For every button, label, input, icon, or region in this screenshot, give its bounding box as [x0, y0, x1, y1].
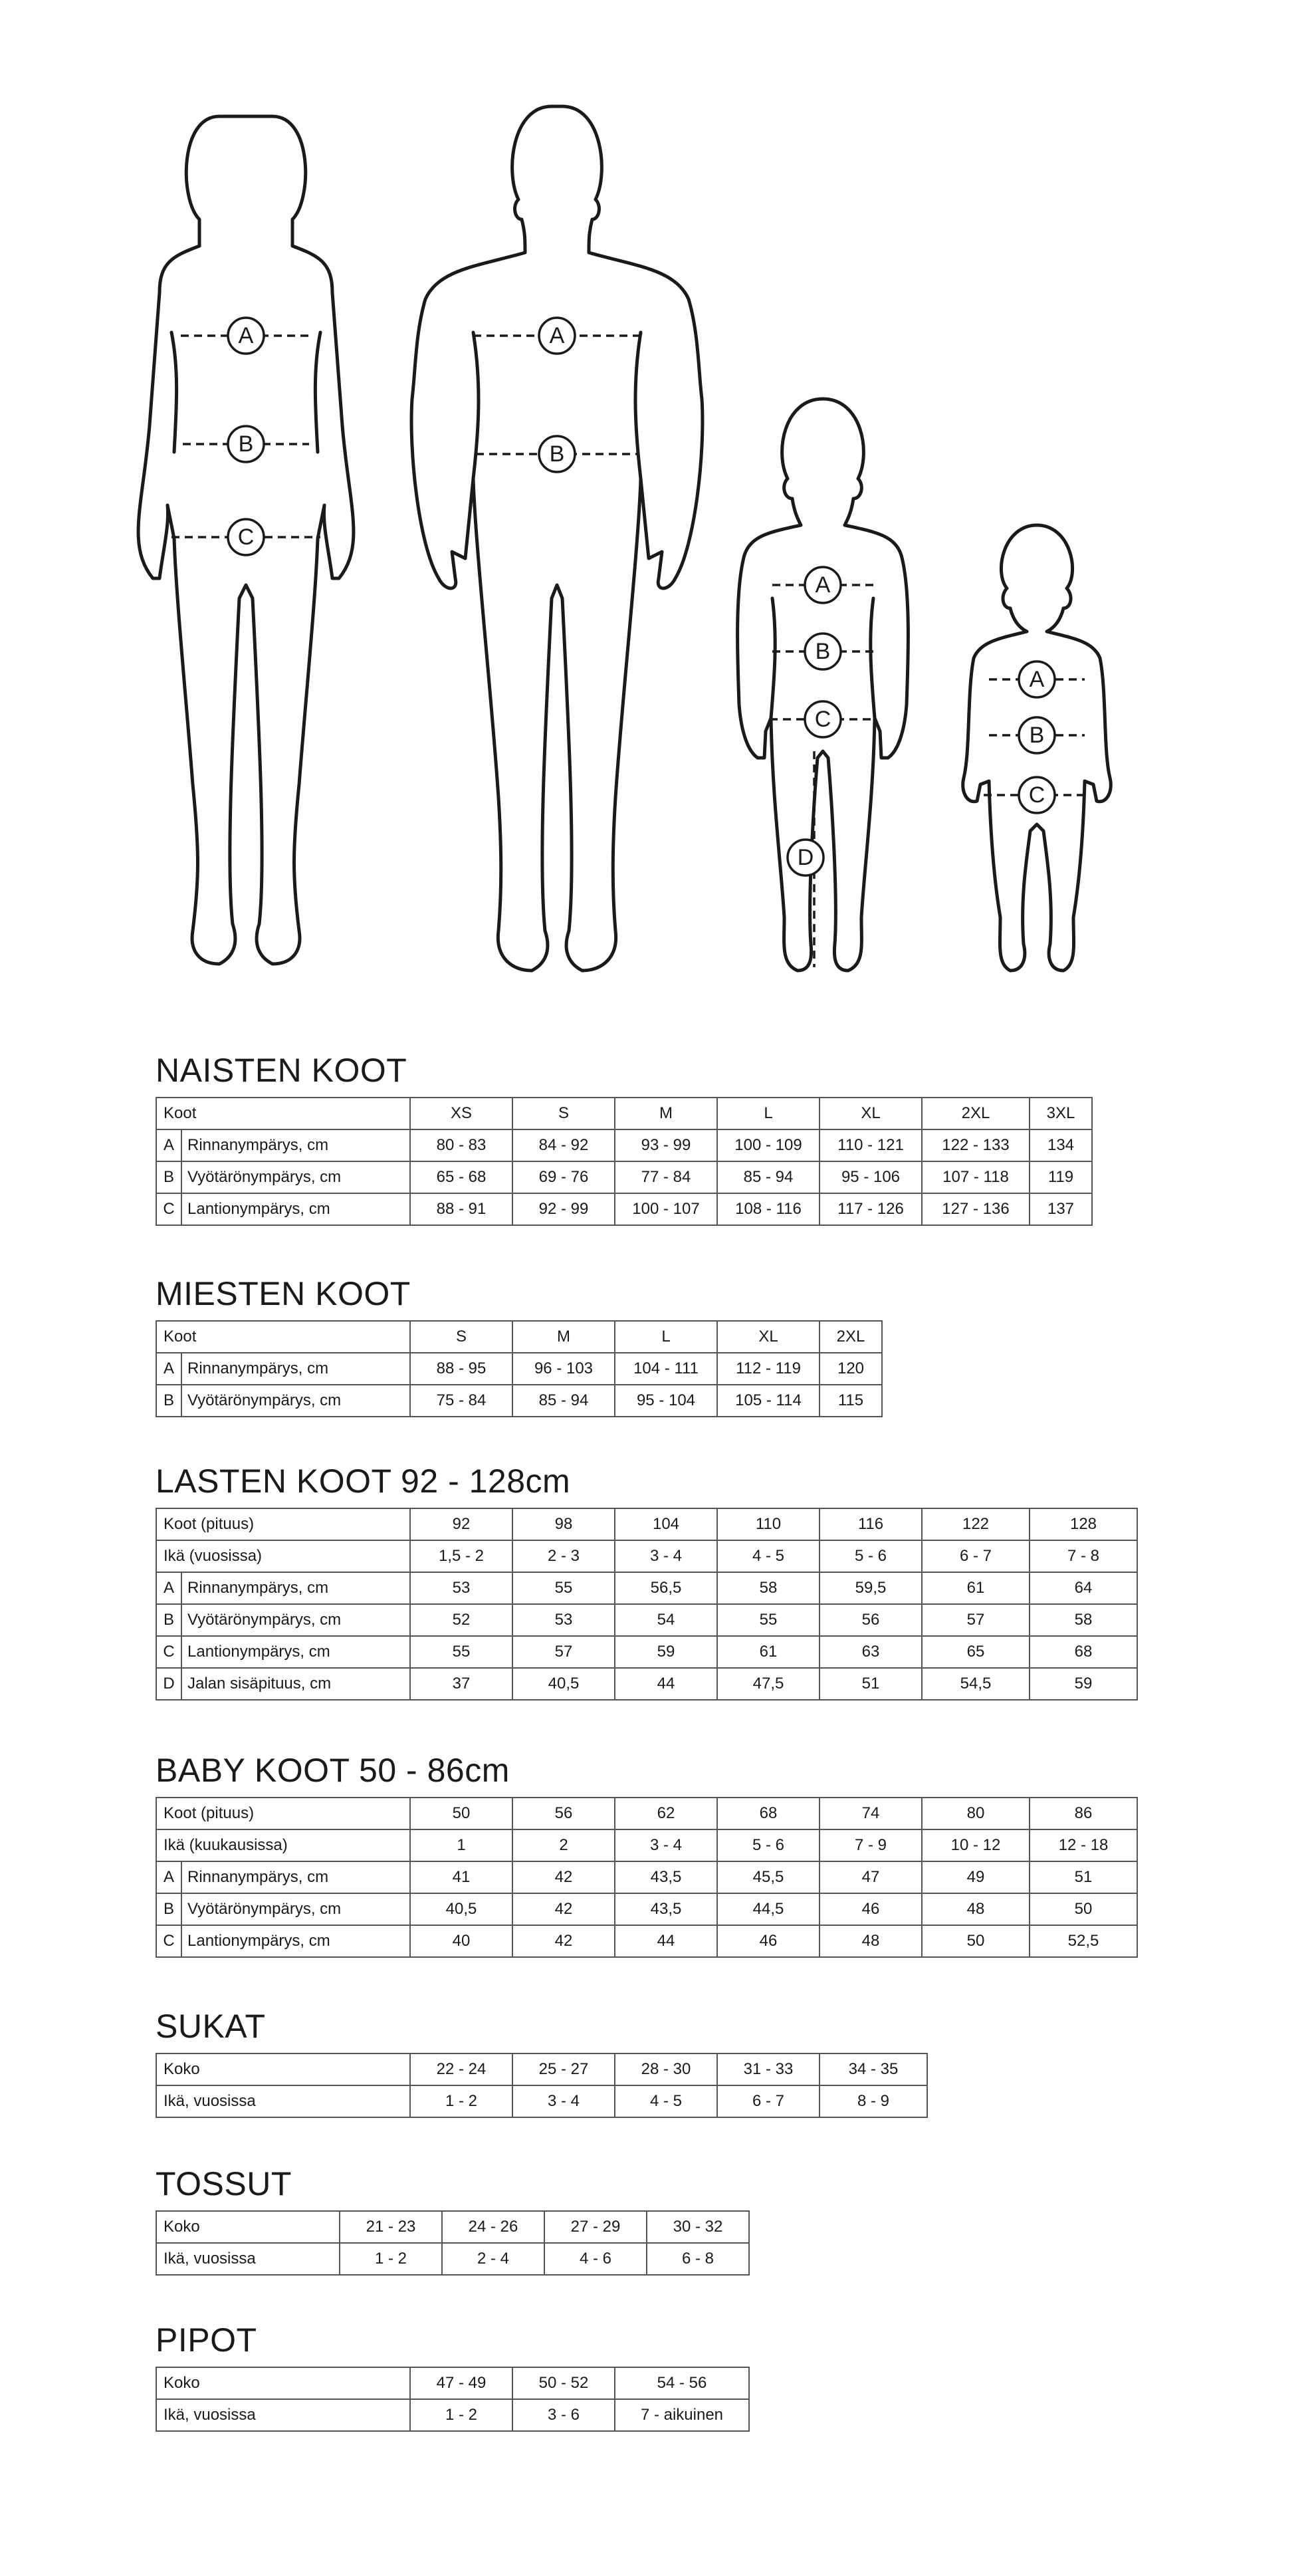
men-sizes-section: [156, 1274, 883, 1417]
value-cell: 40,5: [512, 1668, 615, 1700]
table-row: [156, 1925, 1137, 1957]
socks-section: [156, 2006, 928, 2118]
size-cell: 116: [820, 1508, 922, 1540]
measure-name: Rinnanympärys, cm: [181, 1861, 410, 1893]
age-cell: 7 - 8: [1030, 1540, 1137, 1572]
measure-name: Rinnanympärys, cm: [181, 1353, 410, 1385]
value-cell: 55: [512, 1572, 615, 1604]
value-cell: 88 - 91: [410, 1193, 512, 1225]
value-cell: 112 - 119: [717, 1353, 820, 1385]
baby-size-table: [156, 1797, 1138, 1958]
value-cell: 58: [1030, 1604, 1137, 1636]
value-cell: 48: [922, 1893, 1030, 1925]
table-row: [156, 1636, 1137, 1668]
measure-letter: D: [156, 1668, 181, 1700]
value-cell: 122 - 133: [922, 1129, 1030, 1161]
value-cell: 42: [512, 1925, 615, 1957]
size-cell: XS: [410, 1098, 512, 1129]
size-row: [156, 2211, 749, 2243]
section-title: SUKAT: [156, 2008, 266, 2045]
value-cell: 117 - 126: [820, 1193, 922, 1225]
age-cell: 4 - 5: [615, 2085, 717, 2117]
value-cell: 55: [717, 1604, 820, 1636]
age-cell: 7 - 9: [820, 1829, 922, 1861]
marker-c: [1019, 777, 1055, 813]
measure-letter: C: [156, 1193, 181, 1225]
value-cell: 85 - 94: [512, 1385, 615, 1417]
baby-sizes-section: [156, 1750, 1138, 1958]
marker-a: [805, 567, 841, 603]
value-cell: 46: [820, 1893, 922, 1925]
measure-letter: A: [156, 1572, 181, 1604]
size-cell: 34 - 35: [820, 2053, 927, 2085]
size-cell: 68: [717, 1798, 820, 1829]
size-label: Koko: [156, 2211, 340, 2243]
value-cell: 119: [1030, 1161, 1092, 1193]
value-cell: 43,5: [615, 1861, 717, 1893]
hats-section: [156, 2320, 750, 2432]
size-cell: 24 - 26: [442, 2211, 544, 2243]
label: A: [815, 572, 831, 598]
slippers-section: [156, 2164, 750, 2276]
value-cell: 40,5: [410, 1893, 512, 1925]
size-cell: L: [717, 1098, 820, 1129]
value-cell: 96 - 103: [512, 1353, 615, 1385]
size-cell: 62: [615, 1798, 717, 1829]
marker-b: [539, 436, 575, 472]
age-cell: 2 - 4: [442, 2243, 544, 2275]
value-cell: 80 - 83: [410, 1129, 512, 1161]
value-cell: 63: [820, 1636, 922, 1668]
value-cell: 57: [922, 1604, 1030, 1636]
label: A: [1029, 667, 1045, 692]
age-row: [156, 1829, 1137, 1861]
measure-letter: B: [156, 1385, 181, 1417]
measure-name: Lantionympärys, cm: [181, 1925, 410, 1957]
size-cell: S: [512, 1098, 615, 1129]
value-cell: 107 - 118: [922, 1161, 1030, 1193]
value-cell: 43,5: [615, 1893, 717, 1925]
table-row: [156, 1893, 1137, 1925]
table-row: [156, 1385, 882, 1417]
measure-letter: A: [156, 1129, 181, 1161]
value-cell: 55: [410, 1636, 512, 1668]
header-label: Koot (pituus): [156, 1508, 410, 1540]
size-cell: XL: [717, 1321, 820, 1353]
table-row: [156, 1604, 1137, 1636]
woman-figure: [138, 116, 354, 964]
value-cell: 134: [1030, 1129, 1092, 1161]
value-cell: 115: [820, 1385, 882, 1417]
size-row: [156, 2053, 927, 2085]
size-cell: 2XL: [922, 1098, 1030, 1129]
size-cell: 104: [615, 1508, 717, 1540]
label: C: [814, 707, 831, 732]
table-row: [156, 1861, 1137, 1893]
kids-sizes-section: [156, 1461, 1138, 1700]
value-cell: 61: [717, 1636, 820, 1668]
size-cell: 54 - 56: [615, 2367, 749, 2399]
value-cell: 54,5: [922, 1668, 1030, 1700]
value-cell: 95 - 106: [820, 1161, 922, 1193]
value-cell: 105 - 114: [717, 1385, 820, 1417]
value-cell: 108 - 116: [717, 1193, 820, 1225]
size-cell: S: [410, 1321, 512, 1353]
header-row: [156, 1098, 1092, 1129]
value-cell: 84 - 92: [512, 1129, 615, 1161]
value-cell: 48: [820, 1925, 922, 1957]
value-cell: 93 - 99: [615, 1129, 717, 1161]
measure-name: Lantionympärys, cm: [181, 1193, 410, 1225]
label: C: [237, 525, 255, 550]
section-title: MIESTEN KOOT: [156, 1275, 411, 1312]
man-figure: [411, 106, 703, 971]
size-cell: M: [512, 1321, 615, 1353]
value-cell: 68: [1030, 1636, 1137, 1668]
age-cell: 6 - 7: [922, 1540, 1030, 1572]
hats-table: [156, 2367, 750, 2432]
socks-table: [156, 2053, 928, 2118]
label: C: [1028, 782, 1045, 808]
header-label: Koot: [156, 1098, 410, 1129]
marker-b: [228, 426, 264, 462]
size-cell: 28 - 30: [615, 2053, 717, 2085]
header-label: Koot: [156, 1321, 410, 1353]
women-sizes-section: [156, 1050, 1093, 1226]
marker-b: [805, 634, 841, 669]
age-cell: 5 - 6: [820, 1540, 922, 1572]
value-cell: 44,5: [717, 1893, 820, 1925]
size-cell: 80: [922, 1798, 1030, 1829]
value-cell: 110 - 121: [820, 1129, 922, 1161]
age-cell: 3 - 4: [615, 1829, 717, 1861]
age-cell: 6 - 7: [717, 2085, 820, 2117]
age-cell: 2 - 3: [512, 1540, 615, 1572]
age-cell: 8 - 9: [820, 2085, 927, 2117]
size-cell: 92: [410, 1508, 512, 1540]
measure-letter: C: [156, 1636, 181, 1668]
age-cell: 2: [512, 1829, 615, 1861]
label: B: [1029, 723, 1045, 748]
age-cell: 4 - 5: [717, 1540, 820, 1572]
marker-a: [1019, 661, 1055, 697]
women-size-table: [156, 1097, 1093, 1226]
table-row: [156, 1572, 1137, 1604]
section-title: LASTEN KOOT 92 - 128cm: [156, 1463, 571, 1500]
age-cell: 6 - 8: [647, 2243, 749, 2275]
kids-size-table: [156, 1508, 1138, 1700]
measure-name: Jalan sisäpituus, cm: [181, 1668, 410, 1700]
section-title: BABY KOOT 50 - 86cm: [156, 1752, 510, 1789]
age-cell: 5 - 6: [717, 1829, 820, 1861]
marker-b: [1019, 717, 1055, 753]
age-cell: 7 - aikuinen: [615, 2399, 749, 2431]
table-row: [156, 1353, 882, 1385]
measure-name: Vyötärönympärys, cm: [181, 1604, 410, 1636]
size-cell: 128: [1030, 1508, 1137, 1540]
measure-letter: B: [156, 1161, 181, 1193]
marker-a: [228, 318, 264, 354]
value-cell: 100 - 109: [717, 1129, 820, 1161]
label: B: [549, 441, 565, 467]
value-cell: 65: [922, 1636, 1030, 1668]
value-cell: 57: [512, 1636, 615, 1668]
value-cell: 42: [512, 1861, 615, 1893]
size-cell: 74: [820, 1798, 922, 1829]
value-cell: 45,5: [717, 1861, 820, 1893]
measure-letter: B: [156, 1604, 181, 1636]
value-cell: 120: [820, 1353, 882, 1385]
age-cell: 1 - 2: [410, 2085, 512, 2117]
age-cell: 12 - 18: [1030, 1829, 1137, 1861]
section-title: PIPOT: [156, 2321, 257, 2359]
age-cell: 1 - 2: [410, 2399, 512, 2431]
label: B: [238, 431, 254, 457]
age-row: [156, 1540, 1137, 1572]
value-cell: 56: [820, 1604, 922, 1636]
value-cell: 51: [1030, 1861, 1137, 1893]
age-cell: 3 - 4: [615, 1540, 717, 1572]
value-cell: 40: [410, 1925, 512, 1957]
value-cell: 85 - 94: [717, 1161, 820, 1193]
label: B: [815, 639, 831, 664]
age-label: Ikä, vuosissa: [156, 2085, 410, 2117]
label: A: [549, 323, 565, 348]
value-cell: 59: [615, 1636, 717, 1668]
size-cell: 86: [1030, 1798, 1137, 1829]
header-row: [156, 1508, 1137, 1540]
label: D: [797, 845, 814, 870]
men-size-table: [156, 1320, 883, 1417]
value-cell: 50: [1030, 1893, 1137, 1925]
value-cell: 50: [922, 1925, 1030, 1957]
measure-name: Vyötärönympärys, cm: [181, 1385, 410, 1417]
body-measurement-illustration: [0, 0, 1312, 997]
size-cell: 56: [512, 1798, 615, 1829]
age-cell: 3 - 6: [512, 2399, 615, 2431]
marker-d: [788, 840, 823, 876]
age-cell: 1,5 - 2: [410, 1540, 512, 1572]
value-cell: 100 - 107: [615, 1193, 717, 1225]
value-cell: 137: [1030, 1193, 1092, 1225]
size-cell: 110: [717, 1508, 820, 1540]
size-cell: 98: [512, 1508, 615, 1540]
size-row: [156, 2367, 749, 2399]
marker-c: [228, 519, 264, 555]
age-row: [156, 2243, 749, 2275]
age-label: Ikä, vuosissa: [156, 2399, 410, 2431]
size-label: Koko: [156, 2367, 410, 2399]
value-cell: 53: [512, 1604, 615, 1636]
value-cell: 59: [1030, 1668, 1137, 1700]
header-row: [156, 1798, 1137, 1829]
size-cell: M: [615, 1098, 717, 1129]
size-label: Koko: [156, 2053, 410, 2085]
table-row: [156, 1193, 1092, 1225]
marker-a: [539, 318, 575, 354]
value-cell: 65 - 68: [410, 1161, 512, 1193]
section-title: TOSSUT: [156, 2165, 292, 2202]
size-cell: 30 - 32: [647, 2211, 749, 2243]
value-cell: 47,5: [717, 1668, 820, 1700]
value-cell: 95 - 104: [615, 1385, 717, 1417]
value-cell: 52: [410, 1604, 512, 1636]
value-cell: 127 - 136: [922, 1193, 1030, 1225]
slippers-table: [156, 2210, 750, 2276]
value-cell: 59,5: [820, 1572, 922, 1604]
size-cell: 21 - 23: [340, 2211, 442, 2243]
measure-name: Lantionympärys, cm: [181, 1636, 410, 1668]
measure-name: Vyötärönympärys, cm: [181, 1161, 410, 1193]
measure-letter: C: [156, 1925, 181, 1957]
age-cell: 3 - 4: [512, 2085, 615, 2117]
size-cell: 25 - 27: [512, 2053, 615, 2085]
age-row: [156, 2085, 927, 2117]
value-cell: 56,5: [615, 1572, 717, 1604]
measure-letter: B: [156, 1893, 181, 1925]
value-cell: 64: [1030, 1572, 1137, 1604]
value-cell: 92 - 99: [512, 1193, 615, 1225]
size-cell: XL: [820, 1098, 922, 1129]
table-row: [156, 1668, 1137, 1700]
value-cell: 41: [410, 1861, 512, 1893]
value-cell: 88 - 95: [410, 1353, 512, 1385]
age-label: Ikä (kuukausissa): [156, 1829, 410, 1861]
age-row: [156, 2399, 749, 2431]
child-figure: [738, 399, 909, 971]
value-cell: 104 - 111: [615, 1353, 717, 1385]
table-row: [156, 1129, 1092, 1161]
value-cell: 53: [410, 1572, 512, 1604]
age-label: Ikä, vuosissa: [156, 2243, 340, 2275]
size-cell: 50 - 52: [512, 2367, 615, 2399]
value-cell: 69 - 76: [512, 1161, 615, 1193]
value-cell: 51: [820, 1668, 922, 1700]
size-cell: 3XL: [1030, 1098, 1092, 1129]
age-cell: 10 - 12: [922, 1829, 1030, 1861]
measure-letter: A: [156, 1353, 181, 1385]
table-row: [156, 1161, 1092, 1193]
age-cell: 1 - 2: [340, 2243, 442, 2275]
measure-name: Rinnanympärys, cm: [181, 1129, 410, 1161]
section-title: NAISTEN KOOT: [156, 1052, 407, 1089]
value-cell: 49: [922, 1861, 1030, 1893]
size-cell: 50: [410, 1798, 512, 1829]
measure-name: Rinnanympärys, cm: [181, 1572, 410, 1604]
label: A: [238, 323, 254, 348]
marker-c: [805, 701, 841, 737]
value-cell: 58: [717, 1572, 820, 1604]
value-cell: 47: [820, 1861, 922, 1893]
value-cell: 37: [410, 1668, 512, 1700]
value-cell: 42: [512, 1893, 615, 1925]
age-cell: 1: [410, 1829, 512, 1861]
age-label: Ikä (vuosissa): [156, 1540, 410, 1572]
value-cell: 75 - 84: [410, 1385, 512, 1417]
value-cell: 61: [922, 1572, 1030, 1604]
size-cell: 122: [922, 1508, 1030, 1540]
value-cell: 54: [615, 1604, 717, 1636]
measure-letter: A: [156, 1861, 181, 1893]
size-cell: 47 - 49: [410, 2367, 512, 2399]
value-cell: 52,5: [1030, 1925, 1137, 1957]
value-cell: 44: [615, 1668, 717, 1700]
size-cell: L: [615, 1321, 717, 1353]
value-cell: 46: [717, 1925, 820, 1957]
value-cell: 77 - 84: [615, 1161, 717, 1193]
measure-name: Vyötärönympärys, cm: [181, 1893, 410, 1925]
header-label: Koot (pituus): [156, 1798, 410, 1829]
header-row: [156, 1321, 882, 1353]
size-cell: 27 - 29: [544, 2211, 647, 2243]
age-cell: 4 - 6: [544, 2243, 647, 2275]
size-cell: 2XL: [820, 1321, 882, 1353]
value-cell: 44: [615, 1925, 717, 1957]
baby-figure: [963, 525, 1111, 971]
size-cell: 31 - 33: [717, 2053, 820, 2085]
size-cell: 22 - 24: [410, 2053, 512, 2085]
